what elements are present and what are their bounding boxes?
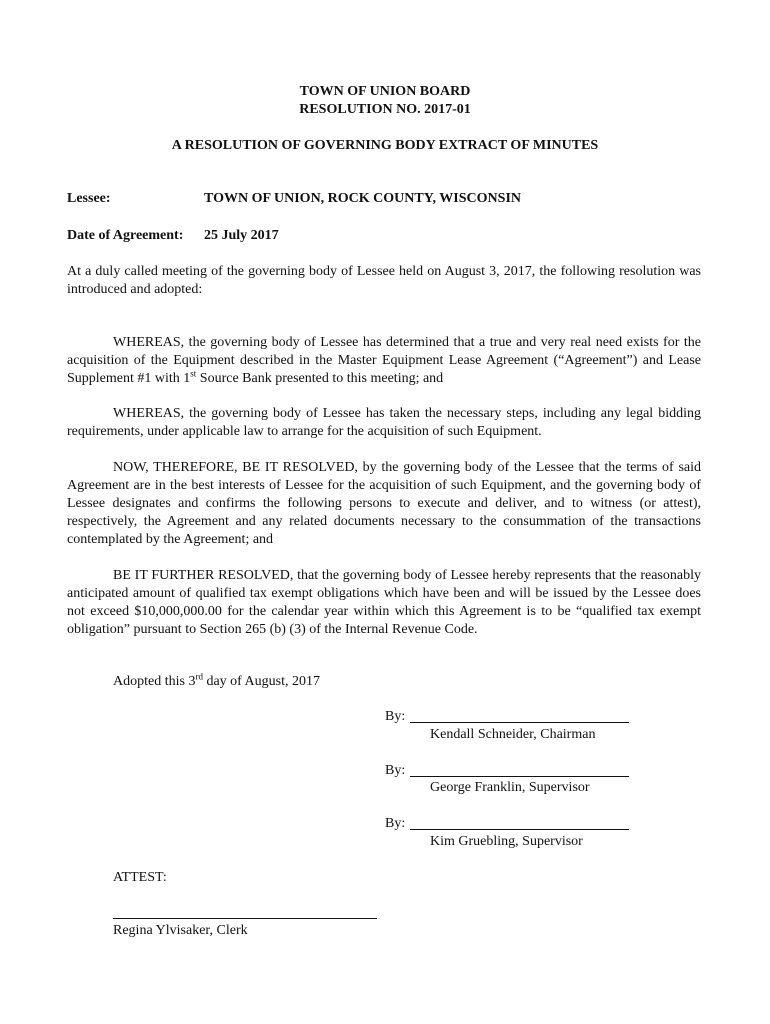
adopted-text-b: day of August, 2017 <box>202 674 321 689</box>
whereas-paragraph-2 <box>67 405 701 441</box>
whereas-2-text: WHEREAS, the governing body of Lessee has taken the necessary steps, including any legal bidding requirements, under applicable law to arrange for the acquisition of such Equipment. <box>67 406 701 439</box>
adopted-ordinal: rd <box>195 671 203 682</box>
whereas-1-text-b: Source Bank presented to this meeting; and <box>196 371 444 386</box>
whereas-1-text-a: WHEREAS, the governing body of Lessee has determined that a true and very real need exists for the acquisition of the Equipment described in the Master Equipment Lease Agreement (“Agreement”) and Lease Supplement #1 with 1 <box>67 335 701 386</box>
signature-line-3 <box>410 829 629 830</box>
by-label-2: By: <box>385 763 406 778</box>
ordinal-suffix: st <box>190 368 197 379</box>
further-resolved-paragraph <box>67 567 701 639</box>
resolved-text: NOW, THEREFORE, BE IT RESOLVED, by the governing body of the Lessee that the terms of said Agreement are in the best interests of Lessee for the acquisition of such Equipment, and the governing body of Lessee designates and confirms the following persons to execute and deliver, and to witness (or attest), respectively, the Agreement and any related documents necessary to the consummation of the transactions contemplated by the Agreement; and <box>67 460 701 547</box>
lessee-value: TOWN OF UNION, ROCK COUNTY, WISCONSIN <box>204 191 521 206</box>
signer-3-name: Kim Gruebling, Supervisor <box>430 834 583 849</box>
signature-line-1 <box>410 722 629 723</box>
by-label-3: By: <box>385 816 406 831</box>
resolved-paragraph <box>67 459 701 549</box>
signer-1-name: Kendall Schneider, Chairman <box>430 727 596 742</box>
date-value: 25 July 2017 <box>204 228 279 243</box>
intro-paragraph: At a duly called meeting of the governing body of Lessee held on August 3, 2017, the following resolution was introduced and adopted: <box>67 264 701 297</box>
adopted-line <box>113 673 320 691</box>
adopted-text-a: Adopted this 3 <box>113 674 196 689</box>
attest-label: ATTEST: <box>113 870 167 885</box>
resolution-number: RESOLUTION NO. 2017-01 <box>299 102 471 117</box>
clerk-name: Regina Ylvisaker, Clerk <box>113 923 248 938</box>
signer-2-name: George Franklin, Supervisor <box>430 780 590 795</box>
attest-signature-line <box>113 918 377 919</box>
board-name: TOWN OF UNION BOARD <box>299 84 471 99</box>
document-title: A RESOLUTION OF GOVERNING BODY EXTRACT OF MINUTES <box>171 138 599 153</box>
date-label: Date of Agreement: <box>67 228 184 243</box>
signature-line-2 <box>410 776 629 777</box>
whereas-paragraph-1 <box>67 334 701 388</box>
by-label-1: By: <box>385 709 406 724</box>
lessee-label: Lessee: <box>67 191 111 206</box>
further-resolved-text: BE IT FURTHER RESOLVED, that the governing body of Lessee hereby represents that the reasonably anticipated amount of qualified tax exempt obligations which have been and will be issued by the Lessee does not exceed $10,000,000.00 for the calendar year within which this Agreement is to be “qualified tax exempt obligation” pursuant to Section 265 (b) (3) of the Internal Revenue Code. <box>67 568 701 637</box>
